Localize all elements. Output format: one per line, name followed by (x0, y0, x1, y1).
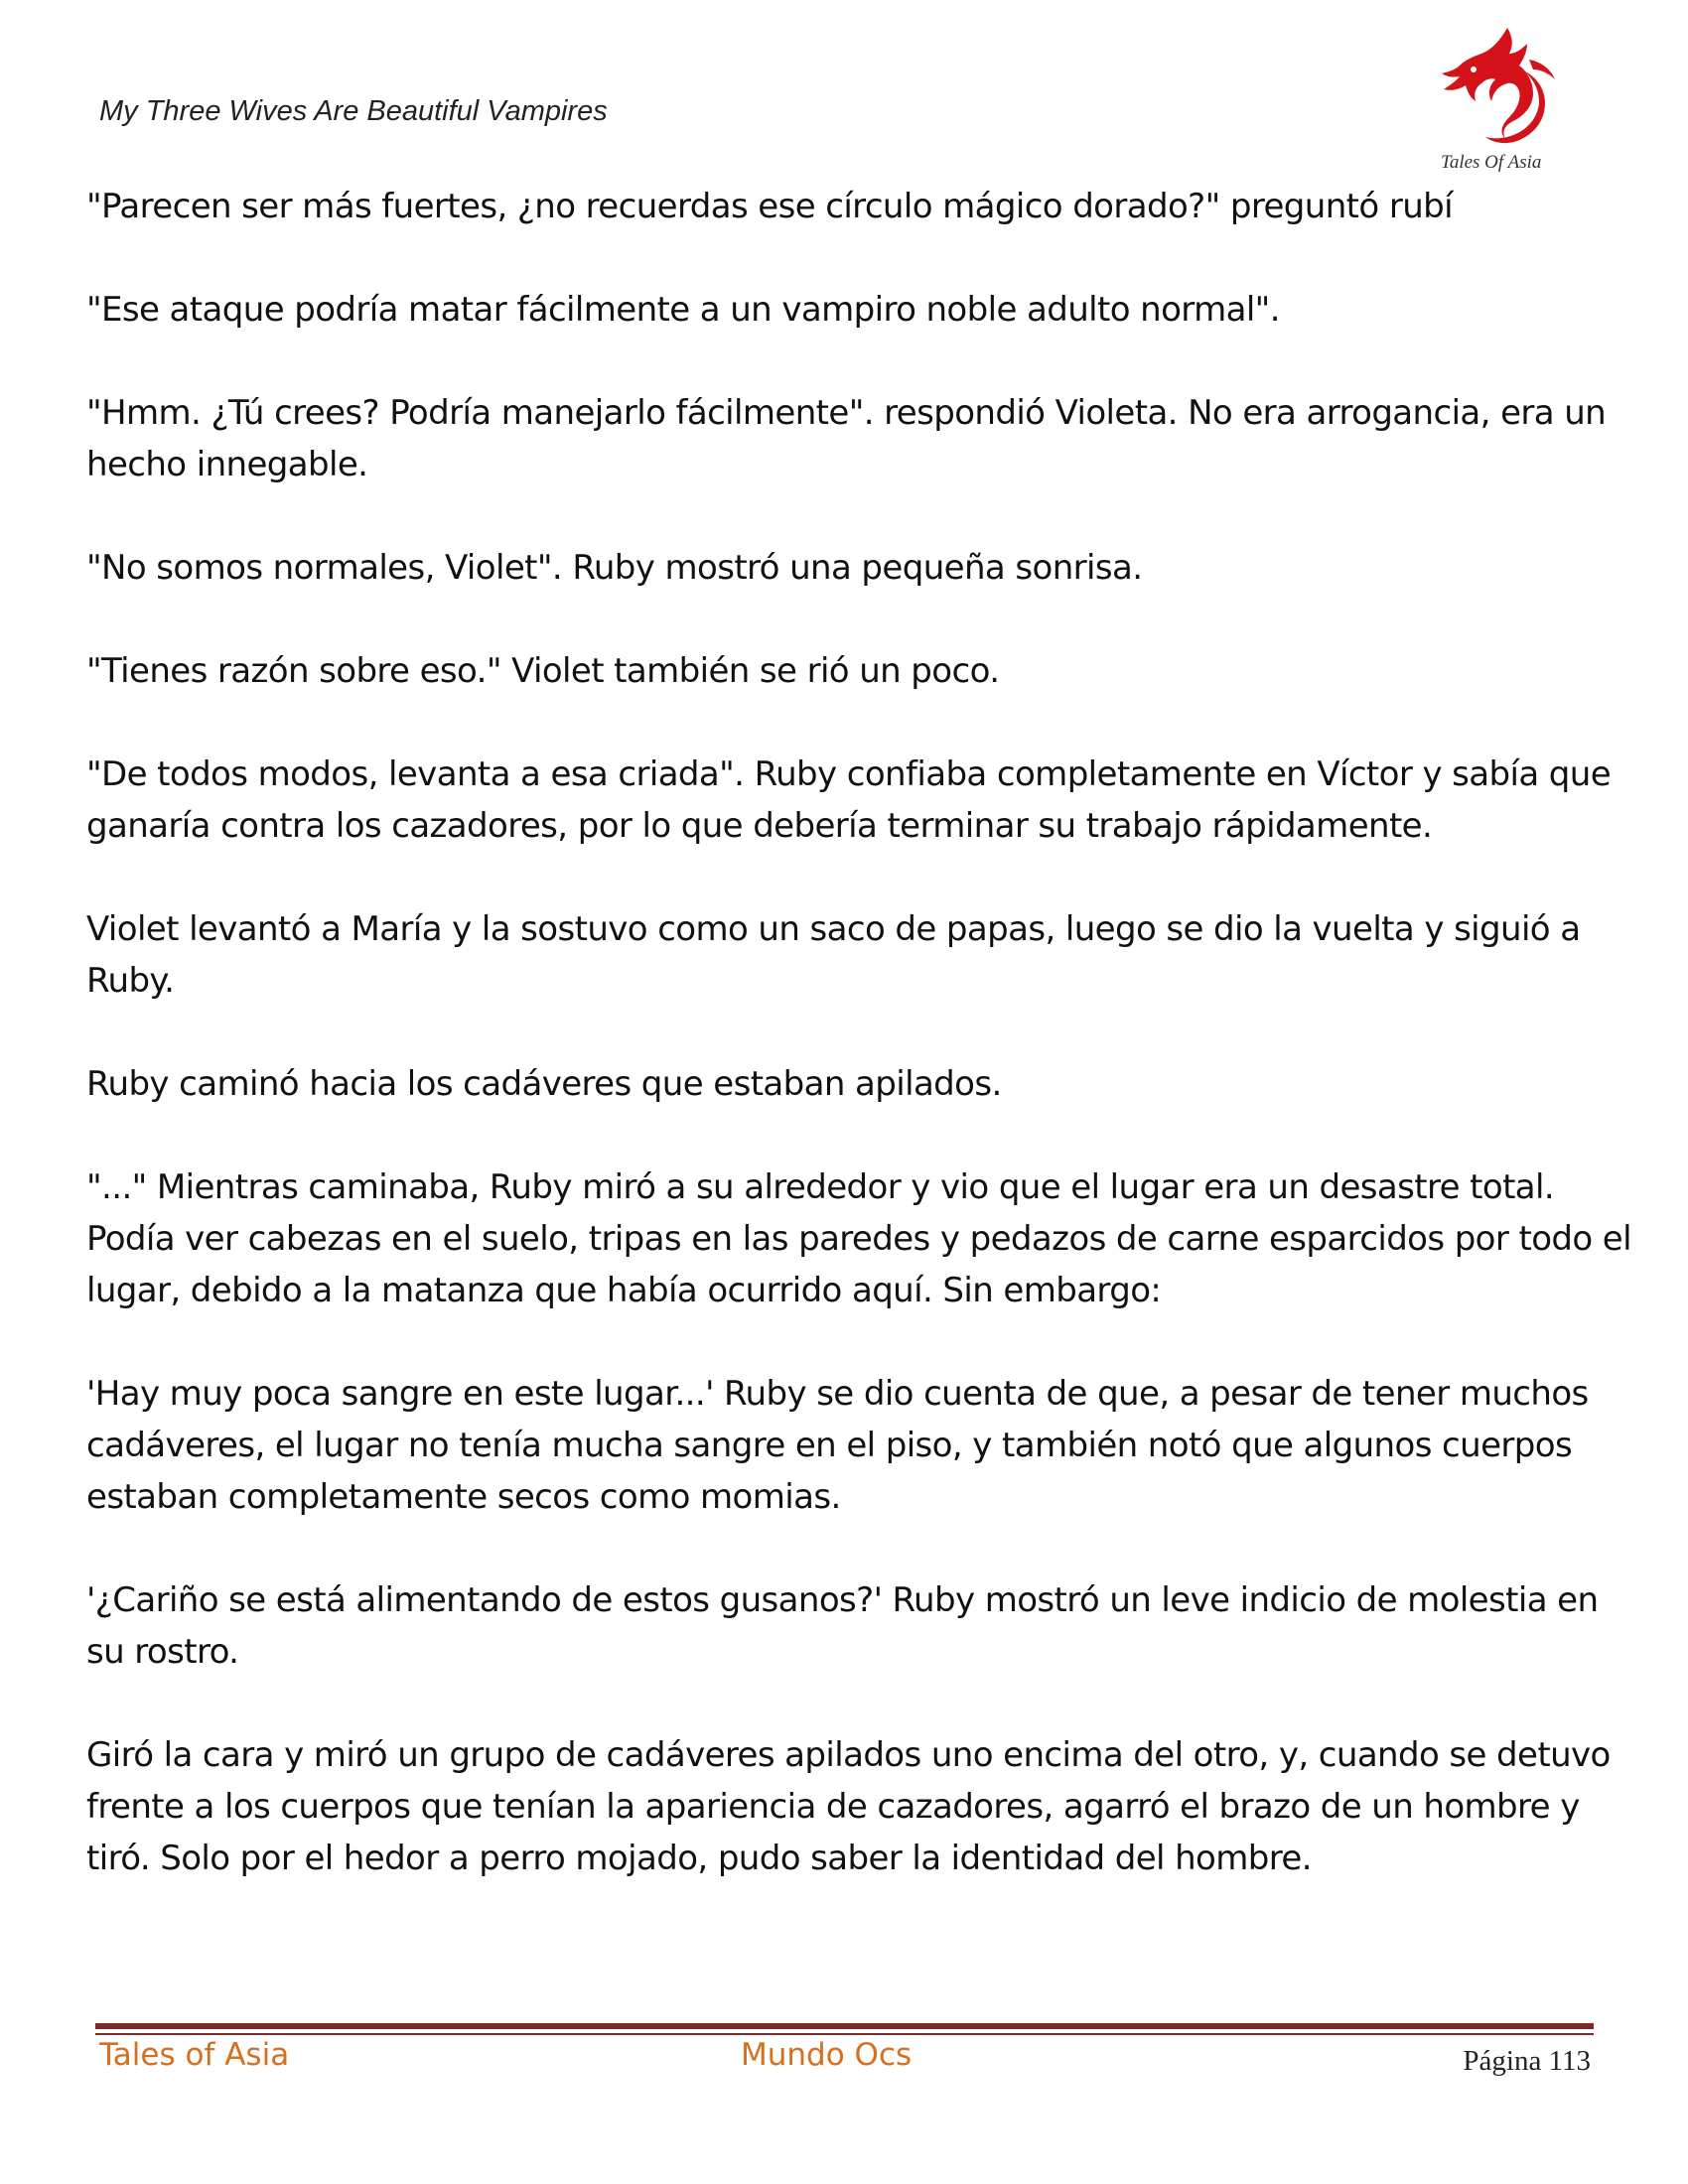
paragraph: Ruby caminó hacia los cadáveres que estaban apilados. (86, 1064, 1002, 1104)
paragraph: '¿Cariño se está alimentando de estos gusanos?' Ruby mostró un leve indicio de molestia en su rostro. (86, 1580, 1599, 1672)
chapter-body (86, 181, 1635, 1936)
paragraph: "Tienes razón sobre eso." Violet también se rió un poco. (86, 651, 1000, 691)
paragraph: Violet levantó a María y la sostuvo como un saco de papas, luego se dio la vuelta y siguió a Ruby. (86, 909, 1581, 1001)
footer-divider-thin (95, 2033, 1594, 2035)
paragraph: "Ese ataque podría matar fácilmente a un vampiro noble adulto normal". (86, 290, 1280, 330)
page-number: Página 113 (1463, 2045, 1591, 2077)
footer-divider (95, 2023, 1594, 2029)
paragraph: "De todos modos, levanta a esa criada". Ruby confiaba completamente en Víctor y sabía que ganaría contra los cazadores, por lo que debería terminar su trabajo rápidamente. (86, 754, 1612, 846)
header-title: My Three Wives Are Beautiful Vampires (99, 95, 608, 127)
paragraph: "Parecen ser más fuertes, ¿no recuerdas ese círculo mágico dorado?" preguntó rubí (86, 187, 1453, 226)
paragraph: "No somos normales, Violet". Ruby mostró una pequeña sonrisa. (86, 548, 1143, 588)
paragraph: "..." Mientras caminaba, Ruby miró a su alrededor y vio que el lugar era un desastre total. Podía ver cabezas en el suelo, tripas en las paredes y pedazos de carne esparcidos por todo el lugar, debido a la matanza que había ocurrido aquí. Sin embargo: (86, 1167, 1631, 1310)
paragraph: Giró la cara y miró un grupo de cadáveres apilados uno encima del otro, y, cuando se detuvo frente a los cuerpos que tenían la apariencia de cazadores, agarró el brazo de un hombre y tiró. Solo por el hedor a perro mojado, pudo saber la identidad del hombre. (86, 1735, 1611, 1878)
paragraph: "Hmm. ¿Tú crees? Podría manejarlo fácilmente". respondió Violeta. No era arrogancia, era un hecho innegable. (86, 393, 1607, 484)
paragraph: 'Hay muy poca sangre en este lugar...' Ruby se dio cuenta de que, a pesar de tener muchos cadáveres, el lugar no tenía mucha sangre en el piso, y también notó que algunos cuerpos estaban completamente secos como momias. (86, 1374, 1589, 1517)
footer-site-name: Tales of Asia (99, 2037, 290, 2073)
footer-section-name: Mundo Ocs (741, 2037, 913, 2073)
logo-text: Tales Of Asia (1441, 152, 1542, 173)
